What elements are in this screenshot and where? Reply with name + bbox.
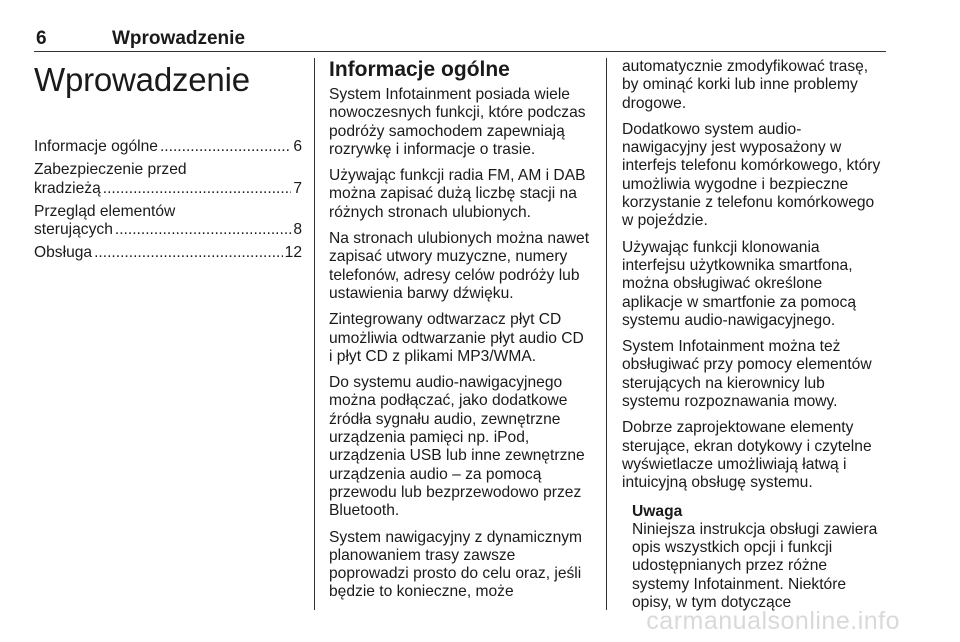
toc-item-label-line1: Zabezpieczenie przed bbox=[34, 161, 187, 179]
note-label: Uwaga bbox=[632, 502, 683, 520]
paragraph: Używając funkcji klonowania interfejsu użytkownika smartfona, można obsługiwać określone aplikacje w smartfonie za pomocą systemu audio-nawigacyjnego. bbox=[622, 238, 857, 329]
toc-item-page: 6 bbox=[293, 138, 302, 155]
toc-leader-dots bbox=[94, 244, 283, 262]
paragraph: Zintegrowany odtwarzacz płyt CD umożliwia odtwarzanie płyt audio CD i płyt CD z plikami MP3/WMA. bbox=[329, 311, 584, 365]
paragraph: automatycznie zmodyfikować trasę, by ominąć korki lub inne problemy drogowe. bbox=[622, 58, 869, 112]
toc-leader-dots bbox=[103, 180, 292, 198]
column-body-1 bbox=[329, 58, 591, 610]
paragraph: System Infotainment można też obsługiwać przy pomocy elementów sterujących na kierownicy lub systemu rozpoznawania mowy. bbox=[622, 338, 872, 411]
note-box bbox=[632, 503, 884, 613]
paragraph: System nawigacyjny z dynamicznym planowaniem trasy zawsze poprowadzi prosto do celu oraz, jeśli będzie to konieczne, może bbox=[329, 528, 583, 601]
toc-leader-dots bbox=[115, 221, 291, 239]
running-title: Wprowadzenie bbox=[112, 28, 246, 49]
toc-item-label: Obsługa bbox=[34, 244, 93, 262]
toc-item-operation[interactable] bbox=[34, 244, 302, 262]
toc-leader-dots bbox=[160, 138, 291, 156]
watermark: carmanualsonline.info bbox=[646, 607, 900, 635]
note-text: Niniejsza instrukcja obsługi zawiera opis wszystkich opcji i funkcji udostępnianych przez różne systemy Infotainment. Niektóre opisy, w tym dotyczące bbox=[632, 520, 878, 612]
paragraph: System Infotainment posiada wiele nowoczesnych funkcji, które podczas podróży samochodem zapewniają rozrywkę i informacje o trasie. bbox=[329, 86, 586, 158]
toc-item-page: 12 bbox=[284, 244, 302, 262]
toc-item-page: 8 bbox=[293, 221, 302, 239]
table-of-contents bbox=[34, 138, 302, 263]
toc-item-label: sterujących bbox=[34, 221, 113, 239]
column-toc bbox=[34, 58, 302, 268]
column-body-2 bbox=[622, 58, 884, 612]
toc-item-label: kradzieżą bbox=[34, 179, 101, 197]
column-divider-2 bbox=[606, 58, 607, 610]
chapter-title: Wprowadzenie bbox=[34, 61, 250, 98]
toc-item-label-line1: Przegląd elementów bbox=[34, 202, 176, 220]
toc-item-page: 7 bbox=[293, 179, 302, 197]
toc-item-label: Informacje ogólne bbox=[34, 138, 158, 155]
page-header bbox=[34, 27, 886, 52]
paragraph: Używając funkcji radia FM, AM i DAB można zapisać dużą liczbę stacji na różnych stronach ulubionych. bbox=[329, 167, 586, 221]
paragraph: Dobrze zaprojektowane elementy sterujące, ekran dotykowy i czytelne wyświetlacze umożliwiają łatwą i intuicyjną obsługę systemu. bbox=[622, 419, 872, 492]
paragraph: Dodatkowo system audio-nawigacyjny jest wyposażony w interfejs telefonu komórkowego, który umożliwia wygodne i bezpieczne korzystanie z telefonu komórkowego w pojeździe. bbox=[622, 120, 881, 230]
section-title: Informacje ogólne bbox=[329, 58, 510, 81]
toc-item-general[interactable] bbox=[34, 138, 302, 156]
column-divider-1 bbox=[314, 58, 315, 610]
toc-item-antitheft[interactable] bbox=[34, 161, 302, 198]
paragraph: Na stronach ulubionych można nawet zapisać utwory muzyczne, numery telefonów, adresy celów podróży lub ustawienia barwy dźwięku. bbox=[329, 230, 590, 302]
paragraph: Do systemu audio-nawigacyjnego można podłączać, jako dodatkowe źródła sygnału audio, zewnętrzne urządzenia pamięci np. iPod, urządzenia USB lub inne zewnętrzne urządzenia audio – za pomocą przewodu lub bezprzewodowo przez Bluetooth. bbox=[329, 374, 585, 520]
page-number: 6 bbox=[36, 28, 47, 49]
toc-item-controls[interactable] bbox=[34, 203, 302, 240]
